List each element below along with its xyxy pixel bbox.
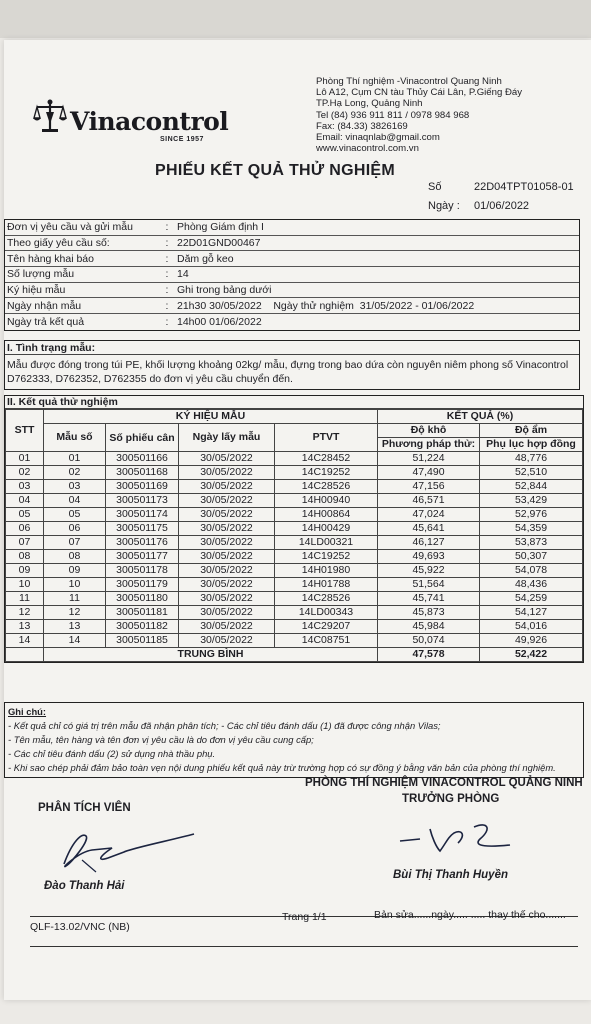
- section-title: I. Tình trạng mẫu:: [5, 341, 579, 355]
- table-row: [6, 480, 583, 494]
- info-key: Theo giấy yêu cầu số:: [7, 237, 110, 250]
- condition-text: Mẫu được đóng trong túi PE, khối lượng khoảng 02kg/ mẫu, đựng trong bao dứa còn nguyên niêm phong số Vinacontrol D762333, D762352, D762355 do đơn vị yêu cầu chuyển đến.: [7, 359, 569, 385]
- head-name: Bùi Thị Thanh Huyền: [393, 869, 508, 881]
- row-mau-so: 05: [44, 508, 106, 522]
- info-value: 22D01GND00467: [177, 237, 261, 250]
- row-do-am: 52,976: [480, 508, 583, 522]
- info-value: Phòng Giám định I: [177, 221, 264, 234]
- row-do-am: 54,016: [480, 620, 583, 634]
- row-stt: 06: [6, 522, 44, 536]
- row-ptvt: 14C28526: [275, 480, 378, 494]
- info-row: [5, 267, 579, 283]
- row-do-kho: 45,984: [378, 620, 480, 634]
- info-colon: :: [165, 221, 169, 234]
- row-do-kho: 50,074: [378, 634, 480, 648]
- row-do-kho: 45,873: [378, 606, 480, 620]
- row-so-phieu: 300501174: [106, 508, 179, 522]
- row-stt: 05: [6, 508, 44, 522]
- header-mau-so: Mẫu số: [44, 424, 106, 452]
- row-so-phieu: 300501182: [106, 620, 179, 634]
- note-line: - Tên mẫu, tên hàng và tên đơn vị yêu cầu là do đơn vị yêu cầu cung cấp;: [8, 734, 314, 745]
- row-ngay-lay: 30/05/2022: [179, 508, 275, 522]
- info-row: [5, 314, 579, 330]
- average-label: TRUNG BÌNH: [44, 648, 378, 662]
- row-do-am: 48,436: [480, 578, 583, 592]
- row-do-am: 52,844: [480, 480, 583, 494]
- header-ngay-lay: Ngày lấy mẫu: [179, 424, 275, 452]
- header-pp-thu: Phương pháp thử:: [378, 438, 480, 452]
- results-section: [4, 395, 584, 663]
- info-colon: :: [165, 268, 169, 281]
- row-mau-so: 02: [44, 466, 106, 480]
- row-ngay-lay: 30/05/2022: [179, 494, 275, 508]
- row-stt: 13: [6, 620, 44, 634]
- info-row: [5, 298, 579, 314]
- row-mau-so: 13: [44, 620, 106, 634]
- row-ptvt: 14C08751: [275, 634, 378, 648]
- row-ngay-lay: 30/05/2022: [179, 466, 275, 480]
- info-key: Ngày nhận mẫu: [7, 299, 82, 312]
- row-do-am: 54,259: [480, 592, 583, 606]
- info-key: Ký hiệu mẫu: [7, 284, 66, 297]
- row-so-phieu: 300501173: [106, 494, 179, 508]
- table-row: [6, 578, 583, 592]
- header-stt: STT: [6, 410, 44, 452]
- table-row: [6, 494, 583, 508]
- row-ptvt: 14C19252: [275, 466, 378, 480]
- row-do-am: 52,510: [480, 466, 583, 480]
- sample-info-table: [4, 219, 580, 331]
- info-key: Ngày trả kết quả: [7, 315, 85, 328]
- row-ptvt: 14H00940: [275, 494, 378, 508]
- lab-line: TP.Hạ Long, Quảng Ninh: [316, 98, 423, 110]
- info-colon: :: [165, 299, 169, 312]
- revision-line: Bản sửa......ngày..... ..... thay thế cho.......: [374, 909, 566, 921]
- row-do-am: 53,873: [480, 536, 583, 550]
- lab-contact-block: [316, 76, 522, 154]
- row-do-am: 48,776: [480, 452, 583, 466]
- row-mau-so: 11: [44, 592, 106, 606]
- info-colon: :: [165, 237, 169, 250]
- row-stt: 04: [6, 494, 44, 508]
- table-row: [6, 564, 583, 578]
- row-do-kho: 47,024: [378, 508, 480, 522]
- row-ptvt: 14LD00343: [275, 606, 378, 620]
- table-row: [6, 592, 583, 606]
- lab-line: Phòng Thí nghiệm -Vinacontrol Quang Ninh: [316, 76, 502, 87]
- row-mau-so: 04: [44, 494, 106, 508]
- info-value: 14: [177, 268, 189, 281]
- head-signature: [392, 815, 542, 860]
- table-row: [6, 606, 583, 620]
- row-so-phieu: 300501168: [106, 466, 179, 480]
- info-colon: :: [165, 284, 169, 297]
- info-value: Dăm gỗ keo: [177, 252, 234, 265]
- average-do-am: 52,422: [480, 648, 583, 662]
- report-number-label: Số: [428, 181, 442, 193]
- row-ngay-lay: 30/05/2022: [179, 522, 275, 536]
- document-title: PHIẾU KẾT QUẢ THỬ NGHIỆM: [155, 162, 396, 179]
- table-row: [6, 536, 583, 550]
- header-so-phieu: Số phiếu cân: [106, 424, 179, 452]
- row-do-kho: 47,156: [378, 480, 480, 494]
- header-ptvt: PTVT: [275, 424, 378, 452]
- info-key: Tên hàng khai báo: [7, 252, 94, 265]
- row-ptvt: 14H00864: [275, 508, 378, 522]
- results-table: [5, 409, 583, 662]
- report-date-label: Ngày :: [428, 200, 460, 212]
- row-do-am: 54,359: [480, 522, 583, 536]
- page-number: Trang 1/1: [282, 911, 327, 923]
- row-mau-so: 01: [44, 452, 106, 466]
- report-number: 22D04TPT01058-01: [474, 181, 574, 193]
- row-ngay-lay: 30/05/2022: [179, 564, 275, 578]
- header-ky-hieu: KÝ HIỆU MẪU: [44, 410, 378, 424]
- info-colon: :: [165, 252, 169, 265]
- row-do-kho: 51,224: [378, 452, 480, 466]
- footer-bottom-divider: [30, 946, 578, 947]
- row-do-kho: 49,693: [378, 550, 480, 564]
- row-ptvt: 14H00429: [275, 522, 378, 536]
- analyst-name: Đào Thanh Hải: [44, 880, 125, 892]
- form-code: QLF-13.02/VNC (NB): [30, 921, 130, 933]
- row-mau-so: 06: [44, 522, 106, 536]
- row-stt: 10: [6, 578, 44, 592]
- table-row: [6, 522, 583, 536]
- note-line: - Các chỉ tiêu đánh dấu (2) sử dụng nhà thầu phụ.: [8, 748, 216, 759]
- scales-logo-icon: [32, 98, 68, 134]
- lab-line: www.vinacontrol.com.vn: [316, 143, 419, 155]
- row-stt: 07: [6, 536, 44, 550]
- row-so-phieu: 300501166: [106, 452, 179, 466]
- table-row: [6, 620, 583, 634]
- row-so-phieu: 300501175: [106, 522, 179, 536]
- report-date: 01/06/2022: [474, 200, 530, 212]
- row-so-phieu: 300501185: [106, 634, 179, 648]
- logo-since: SINCE 1957: [160, 136, 204, 143]
- analyst-signature: [52, 822, 202, 878]
- table-row: [6, 508, 583, 522]
- row-so-phieu: 300501180: [106, 592, 179, 606]
- row-so-phieu: 300501176: [106, 536, 179, 550]
- row-so-phieu: 300501178: [106, 564, 179, 578]
- info-row: [5, 251, 579, 267]
- row-ngay-lay: 30/05/2022: [179, 606, 275, 620]
- lab-name-signature: PHÒNG THÍ NGHIỆM VINACONTROL QUẢNG NINH: [305, 777, 583, 789]
- row-stt: 11: [6, 592, 44, 606]
- row-do-kho: 45,641: [378, 522, 480, 536]
- row-do-kho: 45,922: [378, 564, 480, 578]
- row-so-phieu: 300501179: [106, 578, 179, 592]
- row-stt: 14: [6, 634, 44, 648]
- row-so-phieu: 300501177: [106, 550, 179, 564]
- row-so-phieu: 300501169: [106, 480, 179, 494]
- row-ngay-lay: 30/05/2022: [179, 536, 275, 550]
- row-do-am: 54,127: [480, 606, 583, 620]
- row-ngay-lay: 30/05/2022: [179, 634, 275, 648]
- notes-section: [4, 702, 584, 778]
- row-do-am: 50,307: [480, 550, 583, 564]
- row-mau-so: 09: [44, 564, 106, 578]
- info-value: Ghi trong bảng dưới: [177, 284, 272, 297]
- row-ptvt: 14H01980: [275, 564, 378, 578]
- row-mau-so: 03: [44, 480, 106, 494]
- info-row: [5, 283, 579, 299]
- row-stt: 12: [6, 606, 44, 620]
- row-mau-so: 08: [44, 550, 106, 564]
- row-ngay-lay: 30/05/2022: [179, 550, 275, 564]
- row-stt: 03: [6, 480, 44, 494]
- table-row: [6, 452, 583, 466]
- head-title: TRƯỞNG PHÒNG: [402, 793, 500, 805]
- logo-wordmark: Vinacontrol: [70, 107, 229, 136]
- header-phu-luc: Phụ lục hợp đồng: [480, 438, 583, 452]
- header-ket-qua: KẾT QUẢ (%): [378, 410, 583, 424]
- row-do-am: 49,926: [480, 634, 583, 648]
- section-title: II. Kết quả thử nghiệm: [5, 396, 583, 409]
- info-colon: :: [165, 315, 169, 328]
- row-ngay-lay: 30/05/2022: [179, 578, 275, 592]
- row-do-am: 53,429: [480, 494, 583, 508]
- info-value: 14h00 01/06/2022: [177, 315, 262, 328]
- row-stt: 08: [6, 550, 44, 564]
- lab-line: Fax: (84.33) 3826169: [316, 120, 408, 132]
- analyst-title: PHÂN TÍCH VIÊN: [38, 802, 131, 814]
- row-stt: 09: [6, 564, 44, 578]
- row-do-kho: 46,127: [378, 536, 480, 550]
- row-mau-so: 07: [44, 536, 106, 550]
- row-ngay-lay: 30/05/2022: [179, 452, 275, 466]
- row-stt: 02: [6, 466, 44, 480]
- info-row: [5, 220, 579, 236]
- row-ngay-lay: 30/05/2022: [179, 592, 275, 606]
- row-stt: 01: [6, 452, 44, 466]
- lab-line: Email: vinaqnlab@gmail.com: [316, 132, 440, 144]
- table-row: [6, 550, 583, 564]
- row-so-phieu: 300501181: [106, 606, 179, 620]
- row-do-kho: 51,564: [378, 578, 480, 592]
- note-line: - Kết quả chỉ có giá trị trên mẫu đã nhận phân tích; - Các chỉ tiêu đánh dấu (1) đã được công nhận Vilas;: [8, 720, 441, 731]
- note-line: - Khi sao chép phải đảm bảo toàn vẹn nội dung phiếu kết quả này trừ trường hợp có sự đồng ý bằng văn bản của phòng thí nghiệm.: [8, 762, 556, 773]
- row-do-am: 54,078: [480, 564, 583, 578]
- lab-line: Tel (84) 936 911 811 / 0978 984 968: [316, 109, 470, 121]
- table-row: [6, 634, 583, 648]
- row-ptvt: 14C29207: [275, 620, 378, 634]
- sample-condition-section: [4, 340, 580, 390]
- info-key: Số lượng mẫu: [7, 268, 75, 281]
- average-do-kho: 47,578: [378, 648, 480, 662]
- lab-line: Lô A12, Cụm CN tàu Thủy Cái Lân, P.Giếng Đáy: [316, 87, 523, 99]
- info-key: Đơn vị yêu cầu và gửi mẫu: [7, 221, 133, 234]
- row-ptvt: 14LD00321: [275, 536, 378, 550]
- row-ptvt: 14C28452: [275, 452, 378, 466]
- row-ptvt: 14H01788: [275, 578, 378, 592]
- row-do-kho: 46,571: [378, 494, 480, 508]
- row-ptvt: 14C19252: [275, 550, 378, 564]
- notes-title: Ghi chú:: [8, 706, 47, 717]
- row-ngay-lay: 30/05/2022: [179, 620, 275, 634]
- info-value: 21h30 30/05/2022 Ngày thử nghiệm 31/05/2022 - 01/06/2022: [177, 299, 475, 312]
- header-do-kho: Độ khô: [378, 424, 480, 438]
- company-logo: [32, 98, 228, 134]
- row-mau-so: 14: [44, 634, 106, 648]
- row-do-kho: 45,741: [378, 592, 480, 606]
- row-ngay-lay: 30/05/2022: [179, 480, 275, 494]
- row-mau-so: 10: [44, 578, 106, 592]
- row-ptvt: 14C28526: [275, 592, 378, 606]
- header-do-am: Độ ẩm: [480, 424, 583, 438]
- row-mau-so: 12: [44, 606, 106, 620]
- average-row: [6, 648, 583, 662]
- row-do-kho: 47,490: [378, 466, 480, 480]
- info-row: [5, 236, 579, 252]
- table-row: [6, 466, 583, 480]
